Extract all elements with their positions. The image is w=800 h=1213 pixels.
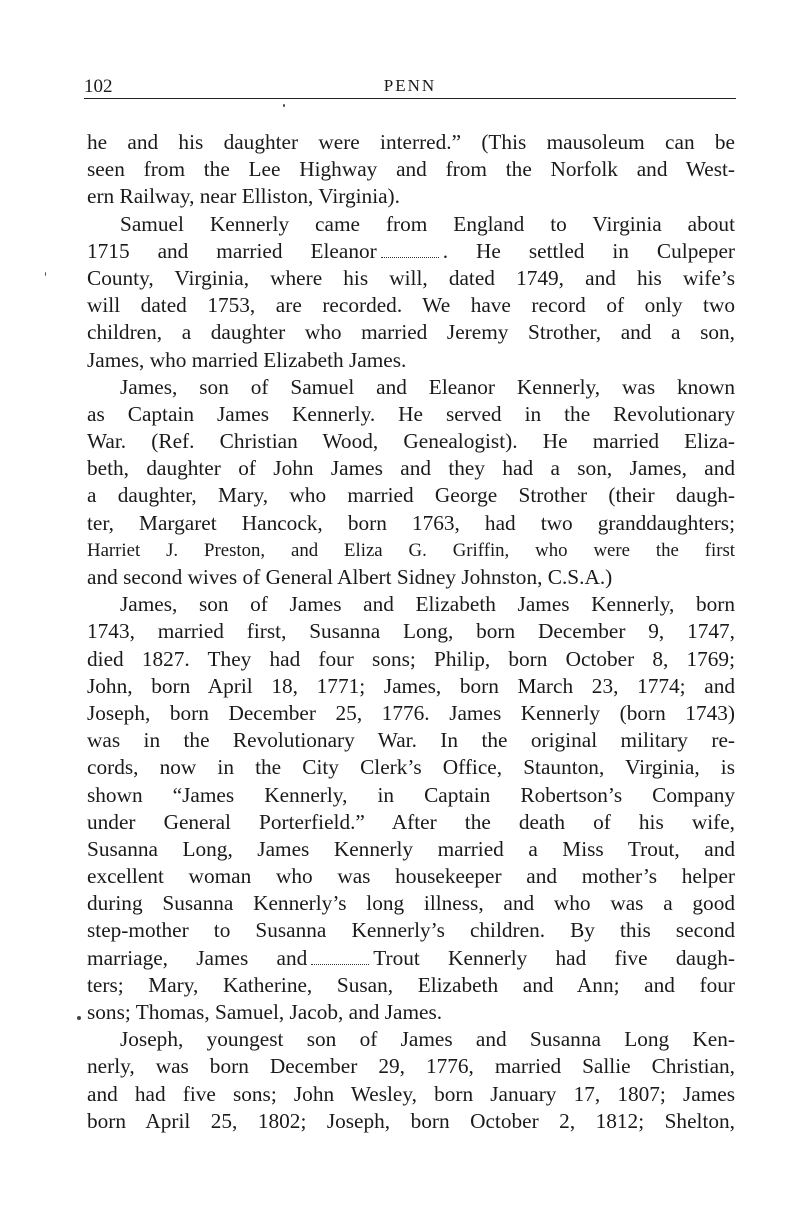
body-text [87, 129, 735, 1135]
text-line: James, son of Samuel and Eleanor Kennerly, was known [120, 374, 735, 399]
text-line: step-mother to Susanna Kennerly’s children. By this second [87, 918, 735, 943]
text-line: born April 25, 1802; Joseph, born October 2, 1812; Shelton, [87, 1108, 735, 1133]
text-line: sons; Thomas, Samuel, Jacob, and James. [87, 1000, 443, 1024]
text-line: beth, daughter of John James and they had a son, James, and [87, 456, 735, 481]
text-line: ern Railway, near Elliston, Virginia). [87, 184, 400, 209]
text-fragment: . He settled in Culpeper [442, 238, 735, 263]
text-line: ter, Margaret Hancock, born 1763, had two granddaughters; [87, 510, 735, 535]
blank-line [311, 949, 369, 965]
text-fragment: marriage, James and [87, 945, 308, 970]
text-line: John, born April 18, 1771; James, born March 23, 1774; and [87, 673, 735, 698]
text-line: 1743, married first, Susanna Long, born December 9, 1747, [87, 619, 735, 644]
text-line: Joseph, born December 25, 1776. James Kennerly (born 1743) [87, 700, 735, 725]
text-line: as Captain James Kennerly. He served in the Revolutionary [87, 401, 735, 426]
text-line: County, Virginia, where his will, dated 1749, and his wife’s [87, 265, 735, 290]
text-line: and had five sons; John Wesley, born January 17, 1807; James [87, 1081, 735, 1106]
text-line-with-blank [87, 945, 735, 972]
text-line: shown “James Kennerly, in Captain Robertson’s Company [87, 782, 735, 807]
text-line: and second wives of General Albert Sidney Johnston, C.S.A.) [87, 565, 613, 589]
running-head [84, 76, 736, 99]
text-line: he and his daughter were interred.” (This mausoleum can be [87, 130, 735, 154]
text-line: Susanna Long, James Kennerly married a Miss Trout, and [87, 836, 735, 861]
text-line: cords, now in the City Clerk’s Office, Staunton, Virginia, is [87, 755, 735, 780]
text-line: under General Porterfield.” After the death of his wife, [87, 809, 735, 834]
text-line: seen from the Lee Highway and from the Norfolk and West- [87, 157, 735, 182]
text-fragment: 1715 and married Eleanor [87, 238, 377, 263]
text-line: Joseph, youngest son of James and Susanna Long Ken- [120, 1027, 735, 1052]
blank-line [381, 242, 439, 258]
running-title: PENN [383, 76, 437, 95]
text-line: children, a daughter who married Jeremy Strother, and a son, [87, 320, 735, 345]
text-line: War. (Ref. Christian Wood, Genealogist). He married Eliza- [87, 429, 735, 454]
text-line: a daughter, Mary, who married George Strother (their daugh- [87, 483, 735, 508]
text-line: ters; Mary, Katherine, Susan, Elizabeth and Ann; and four [87, 972, 735, 997]
text-line: will dated 1753, are recorded. We have record of only two [87, 293, 735, 318]
text-line: James, who married Elizabeth James. [87, 347, 407, 372]
ink-speck [45, 272, 46, 276]
text-line: excellent woman who was housekeeper and mother’s helper [87, 864, 735, 889]
ink-speck [77, 1016, 81, 1020]
text-line: nerly, was born December 29, 1776, married Sallie Christian, [87, 1054, 735, 1079]
text-line-with-blank [87, 238, 735, 265]
text-line: James, son of James and Elizabeth James Kennerly, born [120, 592, 735, 617]
text-line: Harriet J. Preston, and Eliza G. Griffin, who were the first [87, 539, 735, 561]
ink-speck [283, 104, 285, 107]
text-line: during Susanna Kennerly’s long illness, and who was a good [87, 891, 735, 916]
text-line: died 1827. They had four sons; Philip, born October 8, 1769; [87, 646, 735, 671]
text-line: was in the Revolutionary War. In the original military re- [87, 728, 735, 753]
page-number: 102 [84, 76, 113, 97]
text-line: Samuel Kennerly came from England to Virginia about [120, 211, 735, 236]
text-fragment: Trout Kennerly had five daugh- [373, 945, 735, 970]
